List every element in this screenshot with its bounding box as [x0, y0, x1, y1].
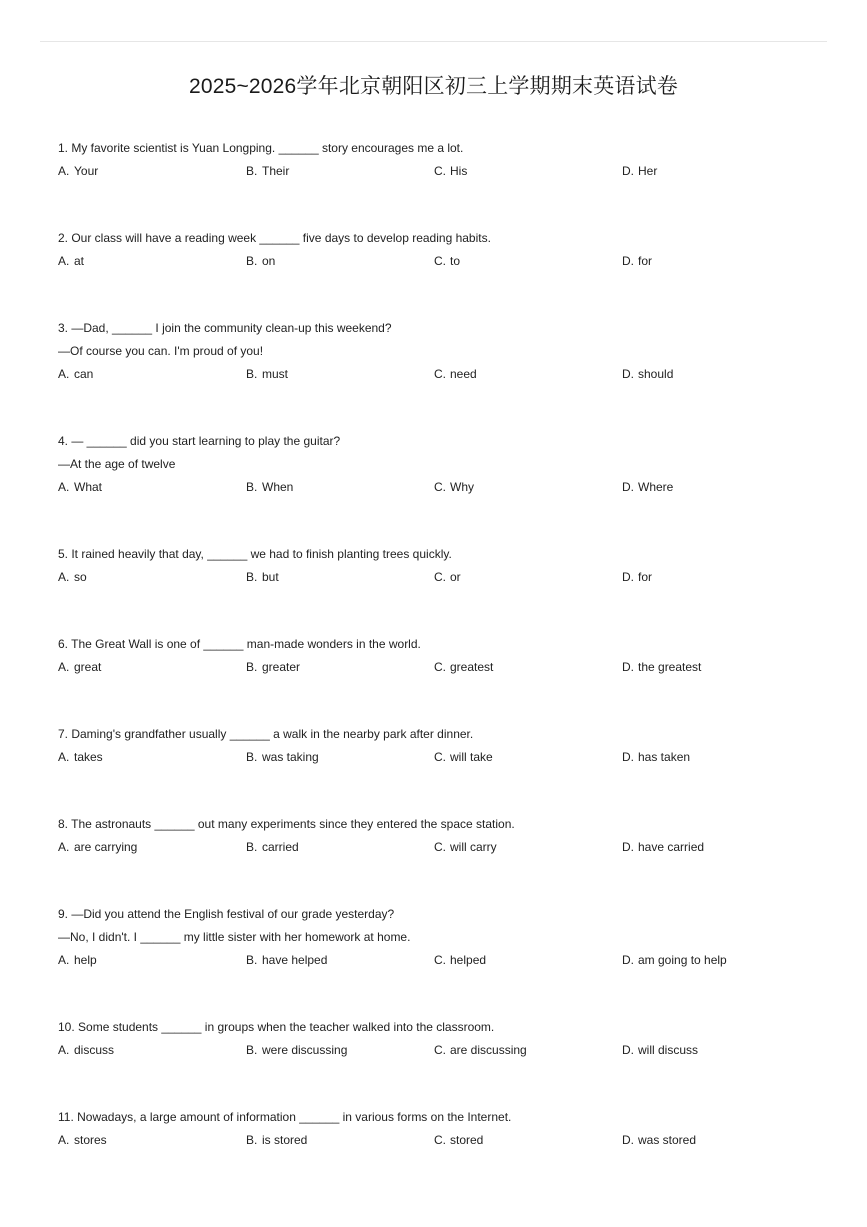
option-text: will carry — [450, 840, 497, 854]
answer-option[interactable] — [622, 160, 657, 183]
answer-options — [58, 949, 828, 972]
answer-option[interactable] — [58, 250, 84, 273]
answer-option[interactable] — [622, 836, 704, 859]
option-letter: A. — [58, 953, 70, 967]
answer-option[interactable] — [58, 476, 102, 499]
option-letter: C. — [434, 953, 446, 967]
option-letter: D. — [622, 164, 634, 178]
option-letter: A. — [58, 750, 70, 764]
option-text: at — [74, 254, 85, 268]
option-letter: B. — [246, 840, 258, 854]
option-text: was stored — [638, 1133, 697, 1147]
question-item — [58, 137, 828, 183]
answer-option[interactable] — [622, 949, 727, 972]
option-text: carried — [262, 840, 299, 854]
answer-option[interactable] — [622, 1129, 696, 1152]
answer-options — [58, 656, 828, 679]
option-letter: A. — [58, 480, 70, 494]
header-divider — [40, 41, 827, 42]
answer-option[interactable] — [246, 160, 289, 183]
answer-options — [58, 476, 828, 499]
option-letter: C. — [434, 480, 446, 494]
option-text: to — [450, 254, 461, 268]
option-text: Her — [638, 164, 658, 178]
answer-option[interactable] — [434, 656, 493, 679]
answer-option[interactable] — [246, 656, 300, 679]
option-letter: D. — [622, 953, 634, 967]
option-text: greater — [262, 660, 301, 674]
option-text: are carrying — [74, 840, 138, 854]
option-letter: A. — [58, 1043, 70, 1057]
question-item — [58, 430, 828, 499]
option-text: great — [74, 660, 102, 674]
option-letter: D. — [622, 1133, 634, 1147]
option-letter: B. — [246, 660, 258, 674]
question-dialogue-line: —At the age of twelve — [58, 457, 176, 471]
question-stem: 2. Our class will have a reading week ______ five days to develop reading habits. — [58, 231, 491, 245]
option-text: the greatest — [638, 660, 702, 674]
option-letter: D. — [622, 750, 634, 764]
question-list — [58, 137, 828, 1152]
answer-options — [58, 1039, 828, 1062]
option-text: have helped — [262, 953, 328, 967]
answer-option[interactable] — [622, 656, 701, 679]
answer-option[interactable] — [58, 1129, 107, 1152]
option-letter: D. — [622, 254, 634, 268]
question-item — [58, 317, 828, 386]
question-stem: 4. — ______ did you start learning to play the guitar? — [58, 434, 341, 448]
answer-option[interactable] — [622, 476, 673, 499]
answer-options — [58, 250, 828, 273]
answer-option[interactable] — [246, 363, 288, 386]
answer-option[interactable] — [622, 1039, 698, 1062]
answer-option[interactable] — [434, 746, 493, 769]
option-letter: C. — [434, 570, 446, 584]
question-stem: 8. The astronauts ______ out many experiments since they entered the space station. — [58, 817, 515, 831]
answer-option[interactable] — [58, 656, 101, 679]
option-text: was taking — [262, 750, 319, 764]
answer-option[interactable] — [246, 566, 279, 589]
page-title: 2025~2026学年北京朝阳区初三上学期期末英语试卷 — [188, 75, 679, 98]
option-letter: B. — [246, 480, 258, 494]
answer-option[interactable] — [622, 250, 652, 273]
option-text: Where — [638, 480, 674, 494]
option-letter: C. — [434, 367, 446, 381]
answer-option[interactable] — [434, 836, 497, 859]
option-text: When — [262, 480, 294, 494]
question-stem: 9. —Did you attend the English festival of our grade yesterday? — [58, 907, 395, 921]
answer-options — [58, 1129, 828, 1152]
option-text: will take — [450, 750, 493, 764]
option-letter: B. — [246, 367, 258, 381]
answer-option[interactable] — [434, 566, 461, 589]
option-text: Why — [450, 480, 474, 494]
question-stem: 11. Nowadays, a large amount of information ______ in various forms on the Internet. — [58, 1110, 512, 1124]
question-item — [58, 813, 828, 859]
option-letter: C. — [434, 840, 446, 854]
option-text: stores — [74, 1133, 107, 1147]
question-item — [58, 903, 828, 972]
answer-option[interactable] — [622, 746, 690, 769]
option-letter: B. — [246, 953, 258, 967]
answer-option[interactable] — [622, 566, 652, 589]
option-text: has taken — [638, 750, 691, 764]
question-stem: 1. My favorite scientist is Yuan Longping. ______ story encourages me a lot. — [58, 141, 464, 155]
option-letter: D. — [622, 660, 634, 674]
option-text: are discussing — [450, 1043, 527, 1057]
question-item — [58, 633, 828, 679]
answer-options — [58, 746, 828, 769]
answer-options — [58, 160, 828, 183]
option-text: am going to help — [638, 953, 727, 967]
answer-option[interactable] — [246, 476, 293, 499]
answer-option[interactable] — [58, 566, 87, 589]
question-item — [58, 1106, 828, 1152]
question-item — [58, 227, 828, 273]
option-letter: D. — [622, 367, 634, 381]
answer-option[interactable] — [246, 949, 327, 972]
option-text: or — [450, 570, 461, 584]
answer-option[interactable] — [58, 1039, 114, 1062]
option-letter: D. — [622, 840, 634, 854]
answer-option[interactable] — [58, 160, 98, 183]
option-text: will discuss — [638, 1043, 699, 1057]
option-letter: A. — [58, 660, 70, 674]
question-stem: 6. The Great Wall is one of ______ man-made wonders in the world. — [58, 637, 421, 651]
question-stem: 5. It rained heavily that day, ______ we had to finish planting trees quickly. — [58, 547, 452, 561]
question-stem: 3. —Dad, ______ I join the community clean-up this weekend? — [58, 321, 392, 335]
answer-option[interactable] — [246, 1129, 307, 1152]
option-text: for — [638, 254, 653, 268]
option-text: stored — [450, 1133, 484, 1147]
option-letter: D. — [622, 570, 634, 584]
option-letter: C. — [434, 164, 446, 178]
option-text: takes — [74, 750, 103, 764]
option-letter: B. — [246, 570, 258, 584]
option-letter: B. — [246, 254, 258, 268]
option-text: greatest — [450, 660, 494, 674]
option-letter: C. — [434, 1133, 446, 1147]
option-letter: A. — [58, 164, 70, 178]
question-item — [58, 1016, 828, 1062]
option-text: on — [262, 254, 276, 268]
question-dialogue-line: —No, I didn't. I ______ my little sister with her homework at home. — [58, 930, 411, 944]
option-text: but — [262, 570, 279, 584]
answer-option[interactable] — [434, 476, 474, 499]
option-text: can — [74, 367, 94, 381]
answer-option[interactable] — [622, 363, 673, 386]
option-text: Their — [262, 164, 290, 178]
answer-option[interactable] — [58, 949, 97, 972]
answer-option[interactable] — [434, 160, 467, 183]
option-letter: A. — [58, 840, 70, 854]
option-text: so — [74, 570, 87, 584]
option-letter: C. — [434, 660, 446, 674]
answer-options — [58, 566, 828, 589]
option-letter: C. — [434, 750, 446, 764]
answer-option[interactable] — [434, 1039, 527, 1062]
option-text: were discussing — [262, 1043, 348, 1057]
question-item — [58, 543, 828, 589]
option-text: have carried — [638, 840, 705, 854]
option-letter: A. — [58, 254, 70, 268]
option-letter: A. — [58, 367, 70, 381]
answer-option[interactable] — [434, 1129, 483, 1152]
option-text: His — [450, 164, 468, 178]
option-letter: B. — [246, 750, 258, 764]
option-letter: B. — [246, 1133, 258, 1147]
answer-options — [58, 836, 828, 859]
question-stem: 10. Some students ______ in groups when the teacher walked into the classroom. — [58, 1020, 495, 1034]
option-letter: B. — [246, 1043, 258, 1057]
question-item — [58, 723, 828, 769]
option-letter: B. — [246, 164, 258, 178]
question-stem: 7. Daming's grandfather usually ______ a walk in the nearby park after dinner. — [58, 727, 474, 741]
option-text: need — [450, 367, 477, 381]
option-text: for — [638, 570, 653, 584]
option-text: What — [74, 480, 103, 494]
answer-option[interactable] — [434, 363, 477, 386]
question-dialogue-line: —Of course you can. I'm proud of you! — [58, 344, 264, 358]
answer-option[interactable] — [58, 746, 103, 769]
option-text: is stored — [262, 1133, 308, 1147]
option-text: must — [262, 367, 289, 381]
answer-option[interactable] — [246, 746, 319, 769]
option-text: help — [74, 953, 97, 967]
option-letter: C. — [434, 254, 446, 268]
option-text: discuss — [74, 1043, 115, 1057]
option-text: Your — [74, 164, 99, 178]
answer-option[interactable] — [58, 363, 93, 386]
answer-options — [58, 363, 828, 386]
answer-option[interactable] — [246, 1039, 347, 1062]
option-letter: A. — [58, 1133, 70, 1147]
option-letter: D. — [622, 480, 634, 494]
option-letter: A. — [58, 570, 70, 584]
answer-option[interactable] — [434, 949, 486, 972]
option-text: helped — [450, 953, 487, 967]
answer-option[interactable] — [246, 250, 275, 273]
answer-option[interactable] — [434, 250, 460, 273]
option-letter: D. — [622, 1043, 634, 1057]
answer-option[interactable] — [246, 836, 299, 859]
option-letter: C. — [434, 1043, 446, 1057]
option-text: should — [638, 367, 674, 381]
answer-option[interactable] — [58, 836, 137, 859]
